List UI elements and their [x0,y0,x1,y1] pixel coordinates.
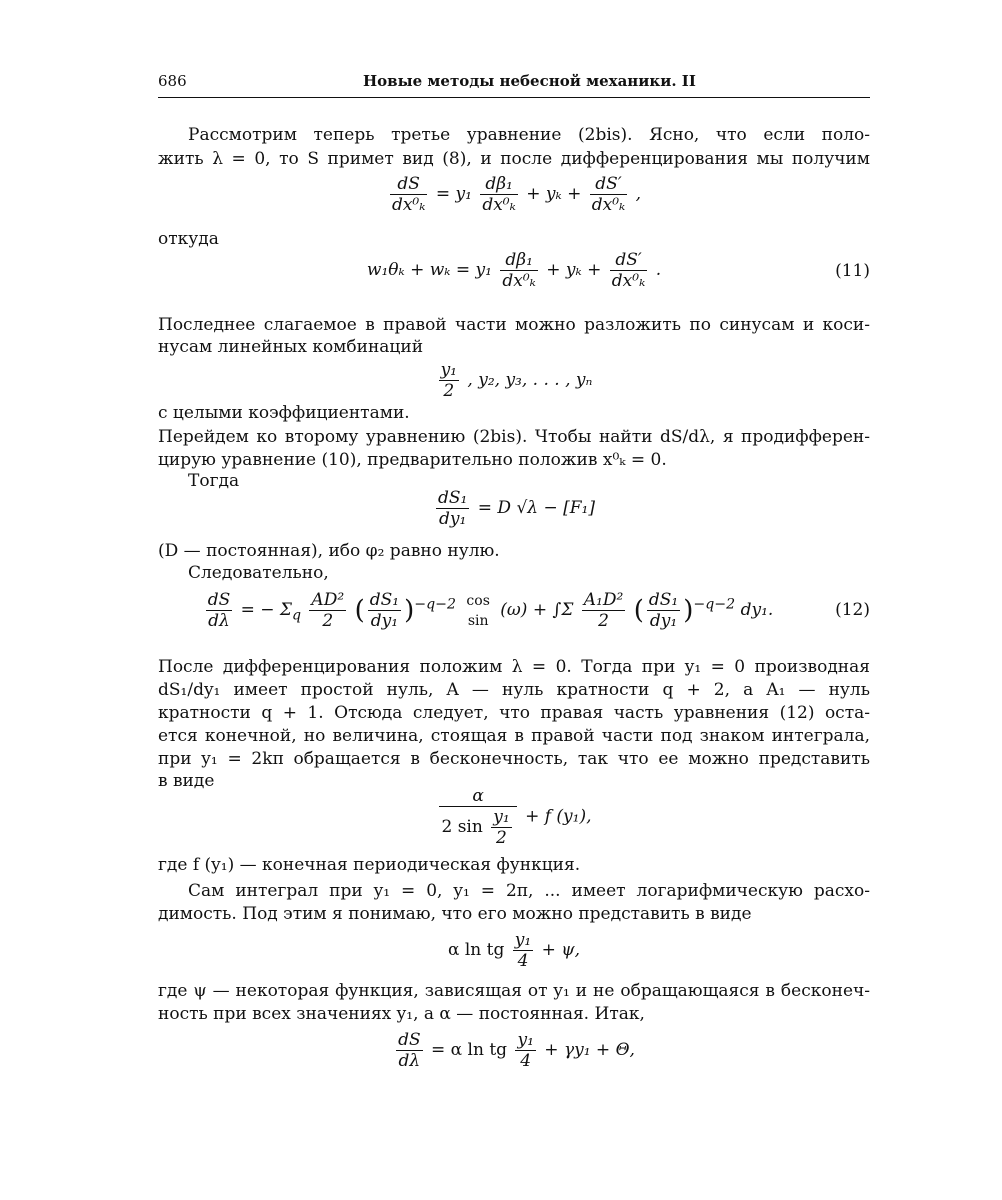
fraction: $\frac{\text{dβ₁}}{\text{dx⁰ₖ}}$ [482,174,516,215]
trig-stack: cos sin [466,592,490,629]
paragraph-line: жить λ = 0, то S примет вид (8), и после дифференцирования мы получим [158,149,870,169]
paragraph-line: После дифференцирования положим λ = 0. Тогда при y₁ = 0 производная [158,657,870,677]
paragraph-line: нусам линейных комбинаций [158,337,424,357]
fraction: $\frac{\text{A₁D²}}{2}$ [583,590,624,631]
paragraph-line: кратности q + 1. Отсюда следует, что правая часть уравнения (12) оста- [158,703,870,723]
fraction: α 2 sin $\frac{\text{y₁}}{2}$ [439,786,516,848]
paragraph-line: Рассмотрим теперь третье уравнение (2bis). Ясно, что если поло- [188,125,870,145]
fraction: $\frac{\text{dS₁}}{\text{dy₁}}$ [369,590,400,631]
fraction: $\frac{\text{y₁}}{2}$ [440,360,457,401]
equation-12: $\frac{dS}{d\lambda}$ = − $\Sigma_q$ $\frac{\text{AD²}}{2}$ ( $\frac{\text{dS₁}}{\text{dy₁}}$ )$^{-q-2}$ cos sin (ω) + ∫Σ $\frac{\text{A₁D²}}{2}$ ( $\frac{\text{dS₁}}{\text{dy₁}}$ )$^{-q-2}$ dy₁. [207,590,774,631]
fraction: $\frac{\text{y₁}}{4}$ [514,930,532,971]
equation-log: α ln tg $\frac{\text{y₁}}{4}$ + ψ, [447,930,580,971]
equation-alpha: α 2 sin $\frac{\text{y₁}}{2}$ + f (y₁), [441,786,592,848]
fraction: $\frac{\text{y₁}}{2}$ [493,807,510,848]
paragraph-line: где f (y₁) — конечная периодическая функция. [158,855,581,875]
paragraph-line: где ψ — некоторая функция, зависящая от y₁ и не обращающаяся в бесконеч- [158,981,870,1001]
paragraph-line: откуда [158,229,219,249]
fraction: $\frac{\text{y₁}}{4}$ [517,1030,534,1071]
fraction: $\frac{\text{AD²}}{2}$ [311,590,345,631]
fraction: $\frac{dS'}{\text{dx⁰ₖ}}$ [611,250,646,291]
paragraph-line: dS₁/dy₁ имеет простой нуль, A — нуль кратности q + 2, а A₁ — нуль [158,680,870,700]
paragraph-line: Следовательно, [188,563,329,583]
equation-combinations: $\frac{\text{y₁}}{2}$ , y₂, y₃, . . . , yₙ [440,360,593,401]
page-number: 686 [158,72,187,90]
equation-ds1: $\frac{\text{dS₁}}{\text{dy₁}}$ = D √λ − [F₁] [438,488,595,529]
fraction: $\frac{dS'}{\text{dx⁰ₖ}}$ [591,174,626,215]
equation-a: $\frac{dS}{\text{dx⁰ₖ}}$ = y₁ $\frac{\text{dβ₁}}{\text{dx⁰ₖ}}$ + yₖ + $\frac{dS'}{\text{dx⁰ₖ}}$ , [391,174,642,215]
running-title: Новые методы небесной механики. II [363,72,696,90]
paragraph-line: ется конечной, но величина, стоящая в правой части под знаком интеграла, [158,726,870,746]
fraction: $\frac{\text{dβ₁}}{\text{dx⁰ₖ}}$ [502,250,536,291]
paragraph-line: (D — постоянная), ибо φ₂ равно нулю. [158,541,500,561]
paragraph-line: в виде [158,771,215,791]
page-header [158,72,870,94]
equation-number: (11) [835,261,870,281]
paragraph-line: при y₁ = 2kπ обращается в бесконечность, так что ее можно представить [158,749,870,769]
fraction: $\frac{\text{dS₁}}{\text{dy₁}}$ [648,590,679,631]
paragraph-line: Сам интеграл при y₁ = 0, y₁ = 2π, ... имеет логарифмическую расхо- [188,881,870,901]
paragraph-line: цирую уравнение (10), предварительно положив x⁰ₖ = 0. [158,450,667,470]
fraction: $\frac{dS}{d\lambda}$ [207,590,231,631]
paragraph-line: с целыми коэффициентами. [158,403,410,423]
paragraph-line: димость. Под этим я понимаю, что его можно представить в виде [158,904,752,924]
header-rule [158,97,870,98]
paragraph-line: Тогда [188,471,240,491]
paragraph-line: Перейдем ко второму уравнению (2bis). Чтобы найти dS/dλ, я продифферен- [158,427,870,447]
fraction: $\frac{dS}{d\lambda}$ [398,1030,421,1071]
paragraph-line: ность при всех значениях y₁, а α — постоянная. Итак, [158,1004,645,1024]
paragraph-line: Последнее слагаемое в правой части можно разложить по синусам и коси- [158,315,870,335]
equation-11: w₁θₖ + wₖ = y₁ $\frac{\text{dβ₁}}{\text{dx⁰ₖ}}$ + yₖ + $\frac{dS'}{\text{dx⁰ₖ}}$ . [366,250,662,291]
fraction: $\frac{\text{dS₁}}{\text{dy₁}}$ [438,488,468,529]
fraction: $\frac{dS}{\text{dx⁰ₖ}}$ [391,174,426,215]
equation-number: (12) [835,600,870,620]
equation-final: $\frac{dS}{d\lambda}$ = α ln tg $\frac{\text{y₁}}{4}$ + γy₁ + Θ, [398,1030,635,1071]
